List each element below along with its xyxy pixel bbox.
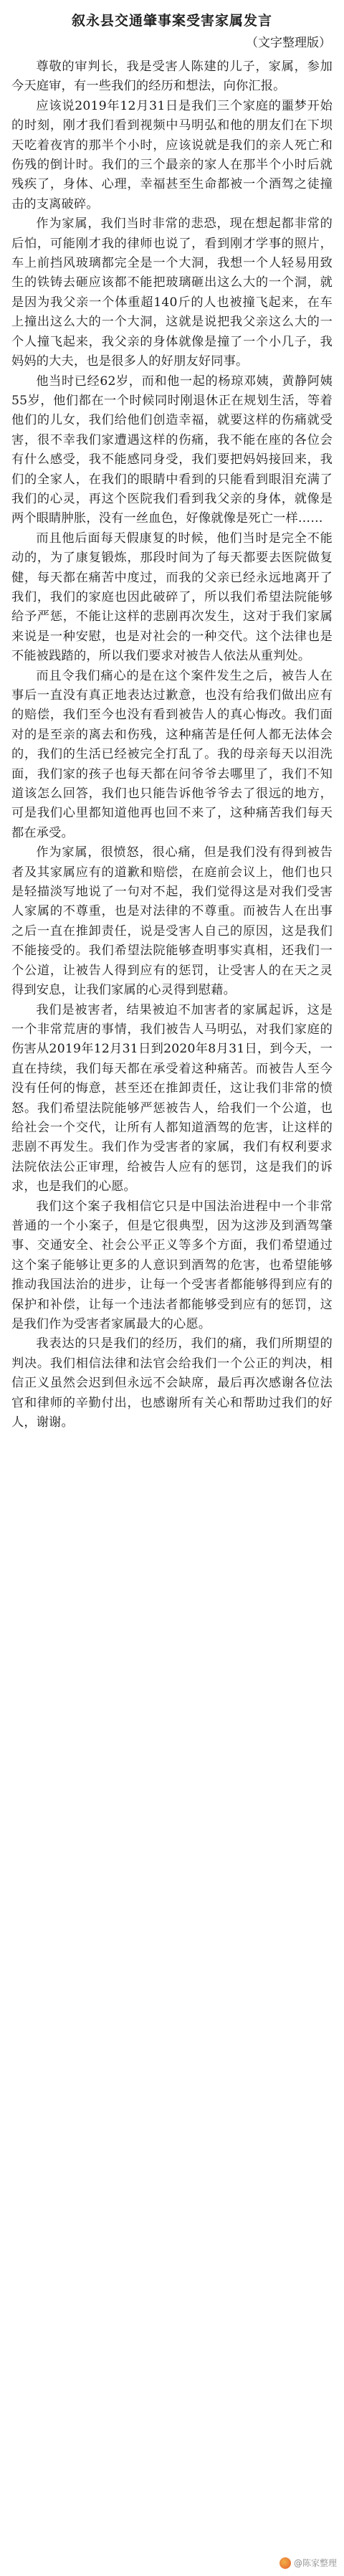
- paragraph: 我表达的只是我们的经历，我们的痛，我们所期望的判决。我们相信法律和法官会给我们一个公正的判决，相信正义虽然会迟到但永远不会缺席，最后再次感谢各位法官和律师的辛勤付出，也感谢所有关心和帮助过我们的好人，谢谢。: [11, 1336, 333, 1430]
- document-note: （文字整理版）: [246, 36, 331, 50]
- watermark: [280, 2557, 337, 2569]
- document-title: 叙永县交通肇事案受害家属发言: [71, 13, 272, 29]
- paragraph: 作为家属，我们当时非常的悲恐，现在想起都非常的后怕，可能刚才我的律师也说了，看到刚才学事的照片，车上前挡风玻璃都完全是一个大洞，我想一个人轻易用致生的铁铸去砸应该都不能把玻璃砸出这么大的一个洞，就是因为我父亲一个体重超140斤的人也被撞飞起来，在车上撞出这么大的一个大洞，这就是说把我父亲这么大的一个人撞飞起来，我父亲的身体就像是撞了一个小几子，我妈妈的大夫，也是很多人的好朋友好同事。: [11, 217, 333, 369]
- paragraph: 他当时已经62岁，而和他一起的杨琼邓姨，黄静阿姨55岁，他们都在一个时候同时刚退休正在规划生活，等着他们的儿女，我们给他们创造幸福，就要这样的伤痛就受害，很不幸我们家遭遇这样的伤痛，我不能在座的各位会有什么感受，我不能感同身受，我们要把妈妈接回来，我们的全家人，在我们的眼睛中看到的只能看到眼泪充满了我们的心灵，再这个医院我们看到我父亲的身体，就像是两个眼睛肿胀，没有一丝血色，好像就像是死亡一样……: [11, 374, 333, 526]
- watermark-text: @陈家整理: [293, 2558, 337, 2568]
- paragraph: 尊敬的审判长，我是受害人陈建的儿子，家属，参加今天庭审，有一些我们的经历和想法，向你汇报。: [11, 60, 333, 94]
- paragraph: 作为家属，很愤怒，很心痛，但是我们没有得到被告者及其家属应有的道歉和赔偿，在庭前会议上，他们也只是轻描淡写地说了一句对不起，我们觉得这是对我们受害人家属的不尊重，也是对法律的不尊重。而被告人在出事之后一直在推卸责任，说是受害人自己的原因，这是我们不能接受的。我们希望法院能够查明事实真相，还我们一个公道，让被告人得到应有的惩罚，让受害人的在天之灵得到安息，让我们家属的心灵得到慰藉。: [11, 845, 333, 998]
- paragraph: 应该说2019年12月31日是我们三个家庭的噩梦开始的时刻，刚才我们看到视频中马明弘和他的朋友们在下坝天吃着夜宵的那半个小时，应该说就是我们的亲人死亡和伤残的倒计时。我们的三个最亲的家人在那半个小时后就残疾了，身体、心理，幸福甚至生命都被一个酒驾之徒撞击的支离破碎。: [11, 98, 333, 212]
- weibo-logo-icon: [280, 2557, 291, 2569]
- paragraph: 而且令我们痛心的是在这个案件发生之后，被告人在事后一直没有真正地表达过歉意，也没有给我们做出应有的赔偿，我们至今也没有看到被告人的真心悔改。我们面对的是至亲的离去和伤残，这种痛苦是任何人都无法体会的，我们的生活已经被完全打乱了。我的母亲每天以泪洗面，我们家的孩子也每天都在问爷爷去哪里了，我们不知道该怎么回答，我们也只能告诉他爷爷去了很远的地方，可是我们心里都知道他再也回不来了，这种痛苦我们每天都在承受。: [11, 668, 333, 840]
- paragraph: 我们这个案子我相信它只是中国法治进程中一个非常普通的一个小案子，但是它很典型，因为这涉及到酒驾肇事、交通安全、社会公平正义等多个方面，我们希望通过这个案子能够让更多的人意识到酒驾的危害，也希望能够推动我国法治的进步，让每一个受害者都能够得到应有的保护和补偿，让每一个违法者都能够受到应有的惩罚，这是我们作为受害者家属最大的心愿。: [11, 1199, 333, 1331]
- paragraph: 而且他后面每天假康复的时候，他们当时是完全不能动的，为了康复锻炼，那段时间为了每天都要去医院做复健，每天都在痛苦中度过，而我的父亲已经永远地离开了我们，我们的家庭也因此破碎了，所以我们希望法院能够给予严惩，不能让这样的悲剧再次发生，这对于我们家属来说是一种安慰，也是对社会的一种交代。这个法律也是不能被践踏的，所以我们要求对被告人依法从重判处。: [11, 531, 333, 664]
- paragraph: 我们是被害者，结果被迫不加害者的家属起诉，这是一个非常荒唐的事情，我们被告人马明弘，对我们家庭的伤害从2019年12月31日到2020年8月31日，到今天，一直在持续，我们每天都在承受着这种痛苦。而被告人至今没有任何的悔意，甚至还在推卸责任，这让我们非常的愤怒。我们希望法院能够严惩被告人，给我们一个公道，也给社会一个交代，让所有人都知道酒驾的危害，让这样的悲剧不再发生。我们作为受害者的家属，我们有权利要求法院依法公正审理，给被告人应有的惩罚，这是我们的诉求，也是我们的心愿。: [11, 1002, 333, 1194]
